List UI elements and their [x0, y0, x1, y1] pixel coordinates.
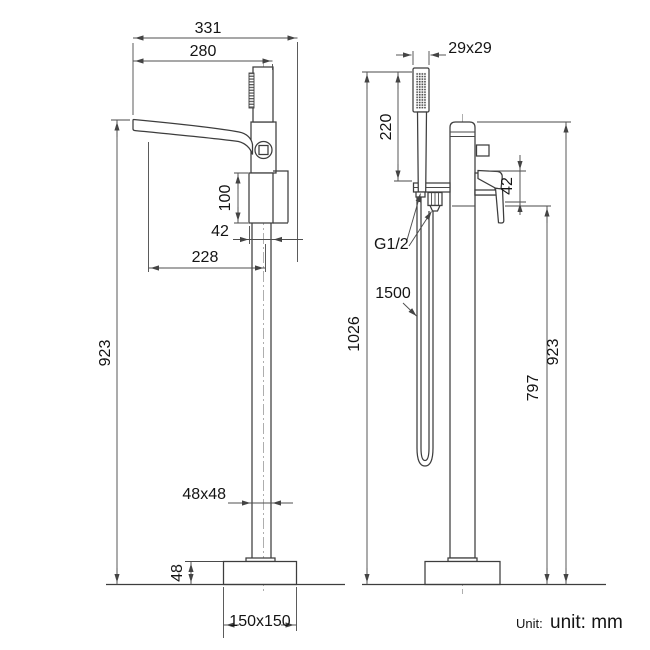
left-column	[252, 223, 271, 558]
handset-sprayface-grid	[416, 73, 427, 109]
left-view	[106, 62, 345, 594]
dim-spout-reach-label: 228	[191, 249, 219, 266]
dim-handset-section-label: 29x29	[448, 40, 492, 57]
spout-pivot-square	[259, 146, 268, 155]
dim-body-width-label: 42	[211, 223, 229, 240]
unit-value-label: unit: mm	[550, 612, 623, 633]
hose-nut-neck	[430, 206, 440, 212]
thread-size-label: G1/2	[374, 236, 409, 253]
left-valve-body	[249, 173, 273, 223]
mixer-valve-lip	[475, 190, 498, 195]
dim-base-height-label: 48	[169, 564, 186, 582]
dim-spout-width-label: 280	[189, 43, 217, 60]
dim-handle-height-label: 42	[499, 177, 516, 195]
right-column	[450, 122, 475, 558]
dim-100-extensions	[234, 173, 248, 223]
g12-leader-1	[407, 194, 421, 241]
left-lever-edge	[273, 171, 288, 223]
hose-leader	[403, 303, 417, 316]
dim-column-section-label: 48x48	[182, 486, 226, 503]
dim-29-extensions	[413, 51, 429, 65]
spout-outline	[133, 120, 253, 155]
left-sprayface-hatch	[249, 73, 254, 108]
dim-column-height-left-label: 923	[97, 339, 114, 367]
handset-wand	[418, 112, 427, 192]
left-handshower-block	[253, 67, 273, 122]
dim-outlet-height-label: 797	[525, 374, 542, 402]
g12-leader-2	[409, 212, 432, 247]
dim-hose-length-label: 1500	[375, 285, 411, 302]
left-base-plate	[224, 562, 297, 585]
dim-overall-width-label: 331	[194, 20, 222, 37]
right-view	[362, 68, 606, 594]
dim-body-height-label: 100	[217, 184, 234, 212]
unit-note	[516, 612, 623, 633]
shower-hose-outer	[417, 197, 433, 466]
shower-hose-inner	[421, 197, 429, 461]
diverter-knob	[477, 145, 490, 156]
dim-column-height-right-label: 923	[545, 338, 562, 366]
dim-overall-height-label: 1026	[346, 316, 363, 352]
dim-base-plate-label: 150x150	[229, 613, 291, 630]
right-base-plate	[425, 562, 500, 585]
dim-handset-height-label: 220	[378, 113, 395, 141]
unit-prefix-label: Unit:	[516, 616, 543, 631]
